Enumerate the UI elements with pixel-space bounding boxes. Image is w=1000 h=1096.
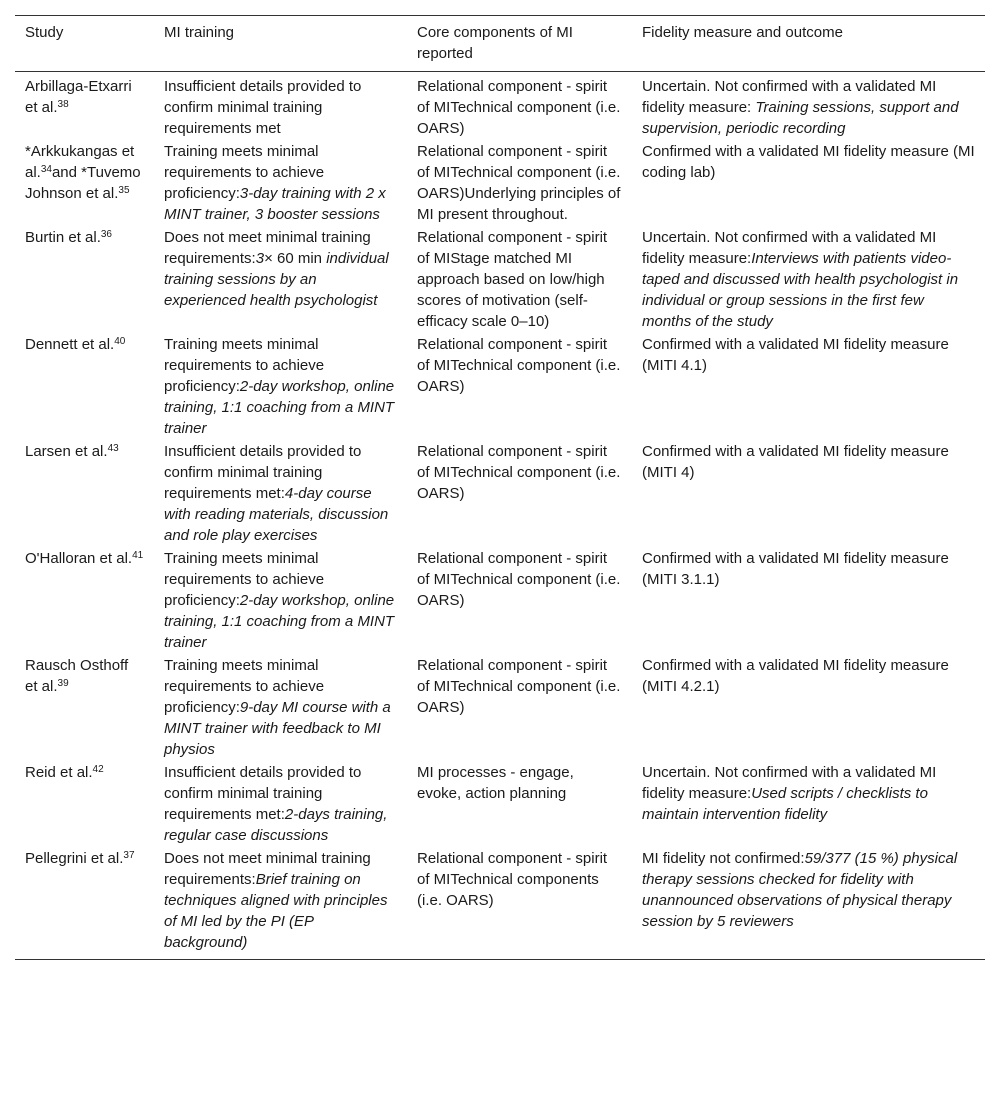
cell-study: [15, 655, 154, 762]
cell-text: Training meets minimal requirements to achieve proficiency:: [164, 550, 325, 609]
reference-superscript: 34: [40, 164, 52, 175]
cell-text: Relational component - spirit of MITechnical component (i.e. OARS): [417, 336, 621, 395]
cell-text: Confirmed with a validated MI fidelity measure (MITI 3.1.1): [642, 550, 949, 588]
table-row: [15, 334, 985, 441]
reference-superscript: 43: [107, 443, 119, 454]
cell-fidelity-outcome: [632, 227, 985, 334]
cell-text: Relational component - spirit of MITechnical component (i.e. OARS): [417, 443, 621, 502]
cell-study: [15, 548, 154, 655]
reference-superscript: 42: [92, 764, 104, 775]
cell-text: Larsen et al.: [25, 443, 108, 460]
cell-text: Training meets minimal requirements to achieve proficiency:: [164, 143, 325, 202]
table-row: [15, 548, 985, 655]
reference-superscript: 38: [57, 99, 69, 110]
cell-text: Insufficient details provided to confirm minimal training requirements met:: [164, 443, 362, 502]
cell-study: [15, 334, 154, 441]
header-mi-training: MI training: [154, 16, 407, 72]
cell-text: Uncertain. Not confirmed with a validated MI fidelity measure:: [642, 78, 937, 116]
reference-superscript: 36: [100, 229, 112, 240]
cell-study: [15, 762, 154, 848]
table-body: [15, 72, 985, 960]
cell-mi-training: [154, 227, 407, 334]
italic-detail: Used scripts / checklists to maintain intervention fidelity: [642, 785, 928, 823]
cell-core-components: [407, 848, 632, 960]
italic-detail: Training sessions, support and supervision, periodic recording: [642, 99, 959, 137]
cell-text: Uncertain. Not confirmed with a validated MI fidelity measure:: [642, 229, 937, 267]
cell-fidelity-outcome: [632, 848, 985, 960]
reference-superscript: 41: [132, 550, 144, 561]
cell-text: Relational component - spirit of MITechnical component (i.e. OARS): [417, 78, 621, 137]
cell-text: Rausch Osthoff et al.: [25, 657, 129, 695]
mi-fidelity-table: [15, 15, 985, 960]
cell-mi-training: [154, 334, 407, 441]
cell-mi-training: [154, 848, 407, 960]
cell-text: Confirmed with a validated MI fidelity measure (MI coding lab): [642, 143, 975, 181]
cell-text: MI fidelity not confirmed:: [642, 850, 805, 867]
cell-text: Does not meet minimal training requirements:: [164, 229, 371, 267]
cell-mi-training: [154, 141, 407, 227]
cell-text: Training meets minimal requirements to achieve proficiency:: [164, 657, 325, 716]
cell-text: Dennett et al.: [25, 336, 115, 353]
cell-study: [15, 72, 154, 142]
cell-text: Pellegrini et al.: [25, 850, 124, 867]
cell-fidelity-outcome: [632, 141, 985, 227]
cell-study: [15, 141, 154, 227]
cell-text: *Arkkukangas et al.: [25, 143, 135, 181]
cell-core-components: [407, 441, 632, 548]
italic-detail: individual training sessions by an experienced health psychologist: [164, 250, 389, 309]
cell-text: Relational component - spirit of MITechnical component (i.e. OARS)Underlying principles of MI present throughout.: [417, 143, 621, 223]
header-fidelity-measure: Fidelity measure and outcome: [632, 16, 985, 72]
italic-detail: 2-days training, regular case discussions: [164, 806, 388, 844]
cell-study: [15, 848, 154, 960]
table-row: [15, 655, 985, 762]
cell-core-components: [407, 72, 632, 142]
cell-fidelity-outcome: [632, 548, 985, 655]
cell-text: MI processes - engage, evoke, action planning: [417, 764, 574, 802]
cell-core-components: [407, 548, 632, 655]
table-row: [15, 762, 985, 848]
header-row: [15, 16, 985, 72]
table-row: [15, 848, 985, 960]
cell-mi-training: [154, 655, 407, 762]
header-study: Study: [15, 16, 154, 72]
italic-detail: Brief training on techniques aligned with principles of MI led by the PI (EP background): [164, 871, 388, 951]
cell-core-components: [407, 655, 632, 762]
table-row: [15, 227, 985, 334]
cell-text: Confirmed with a validated MI fidelity measure (MITI 4.1): [642, 336, 949, 374]
cell-fidelity-outcome: [632, 655, 985, 762]
italic-detail: 3: [255, 250, 265, 267]
cell-text: Arbillaga-Etxarri et al.: [25, 78, 132, 116]
italic-detail: 9-day MI course with a MINT trainer with feedback to MI physios: [164, 699, 391, 758]
cell-fidelity-outcome: [632, 762, 985, 848]
cell-text: Training meets minimal requirements to achieve proficiency:: [164, 336, 325, 395]
cell-text: Insufficient details provided to confirm minimal training requirements met:: [164, 764, 362, 823]
table-row: [15, 441, 985, 548]
studies-table-container: [15, 15, 985, 960]
cell-study: [15, 441, 154, 548]
cell-core-components: [407, 227, 632, 334]
cell-text: Relational component - spirit of MIStage matched MI approach based on low/high scores of motivation (self-efficacy scale 0–10): [417, 229, 608, 330]
cell-text: Relational component - spirit of MITechnical component (i.e. OARS): [417, 657, 621, 716]
cell-core-components: [407, 762, 632, 848]
cell-core-components: [407, 141, 632, 227]
cell-mi-training: [154, 762, 407, 848]
reference-superscript: 35: [118, 185, 130, 196]
italic-detail: 3-day training with 2 x MINT trainer, 3 booster sessions: [164, 185, 386, 223]
reference-superscript: 37: [123, 850, 135, 861]
italic-detail: Interviews with patients video-taped and discussed with health psychologist in individual or group sessions in the first few months of the study: [642, 250, 959, 330]
header-core-components: Core components of MI reported: [407, 16, 632, 72]
cell-text: O'Halloran et al.: [25, 550, 133, 567]
cell-text: Relational component - spirit of MITechnical components (i.e. OARS): [417, 850, 608, 909]
italic-detail: 2-day workshop, online training, 1:1 coaching from a MINT trainer: [164, 378, 395, 437]
cell-text: × 60 min: [264, 250, 327, 267]
cell-text: Burtin et al.: [25, 229, 101, 246]
table-row: [15, 72, 985, 142]
table-header: [15, 16, 985, 72]
cell-text: and *Tuvemo Johnson et al.: [25, 164, 141, 202]
cell-fidelity-outcome: [632, 441, 985, 548]
table-row: [15, 141, 985, 227]
cell-mi-training: [154, 72, 407, 142]
cell-fidelity-outcome: [632, 334, 985, 441]
italic-detail: 2-day workshop, online training, 1:1 coaching from a MINT trainer: [164, 592, 395, 651]
reference-superscript: 40: [114, 336, 126, 347]
cell-text: Confirmed with a validated MI fidelity measure (MITI 4): [642, 443, 949, 481]
cell-text: Insufficient details provided to confirm minimal training requirements met: [164, 78, 362, 137]
cell-mi-training: [154, 548, 407, 655]
cell-text: Does not meet minimal training requirements:: [164, 850, 371, 888]
cell-study: [15, 227, 154, 334]
italic-detail: 59/377 (15 %) physical therapy sessions checked for fidelity with unannounced observations of physical therapy session by 5 reviewers: [642, 850, 958, 930]
cell-text: Confirmed with a validated MI fidelity measure (MITI 4.2.1): [642, 657, 949, 695]
cell-text: Reid et al.: [25, 764, 93, 781]
cell-text: Relational component - spirit of MITechnical component (i.e. OARS): [417, 550, 621, 609]
cell-core-components: [407, 334, 632, 441]
italic-detail: 4-day course with reading materials, discussion and role play exercises: [164, 485, 389, 544]
cell-mi-training: [154, 441, 407, 548]
reference-superscript: 39: [57, 678, 69, 689]
cell-fidelity-outcome: [632, 72, 985, 142]
cell-text: Uncertain. Not confirmed with a validated MI fidelity measure:: [642, 764, 937, 802]
